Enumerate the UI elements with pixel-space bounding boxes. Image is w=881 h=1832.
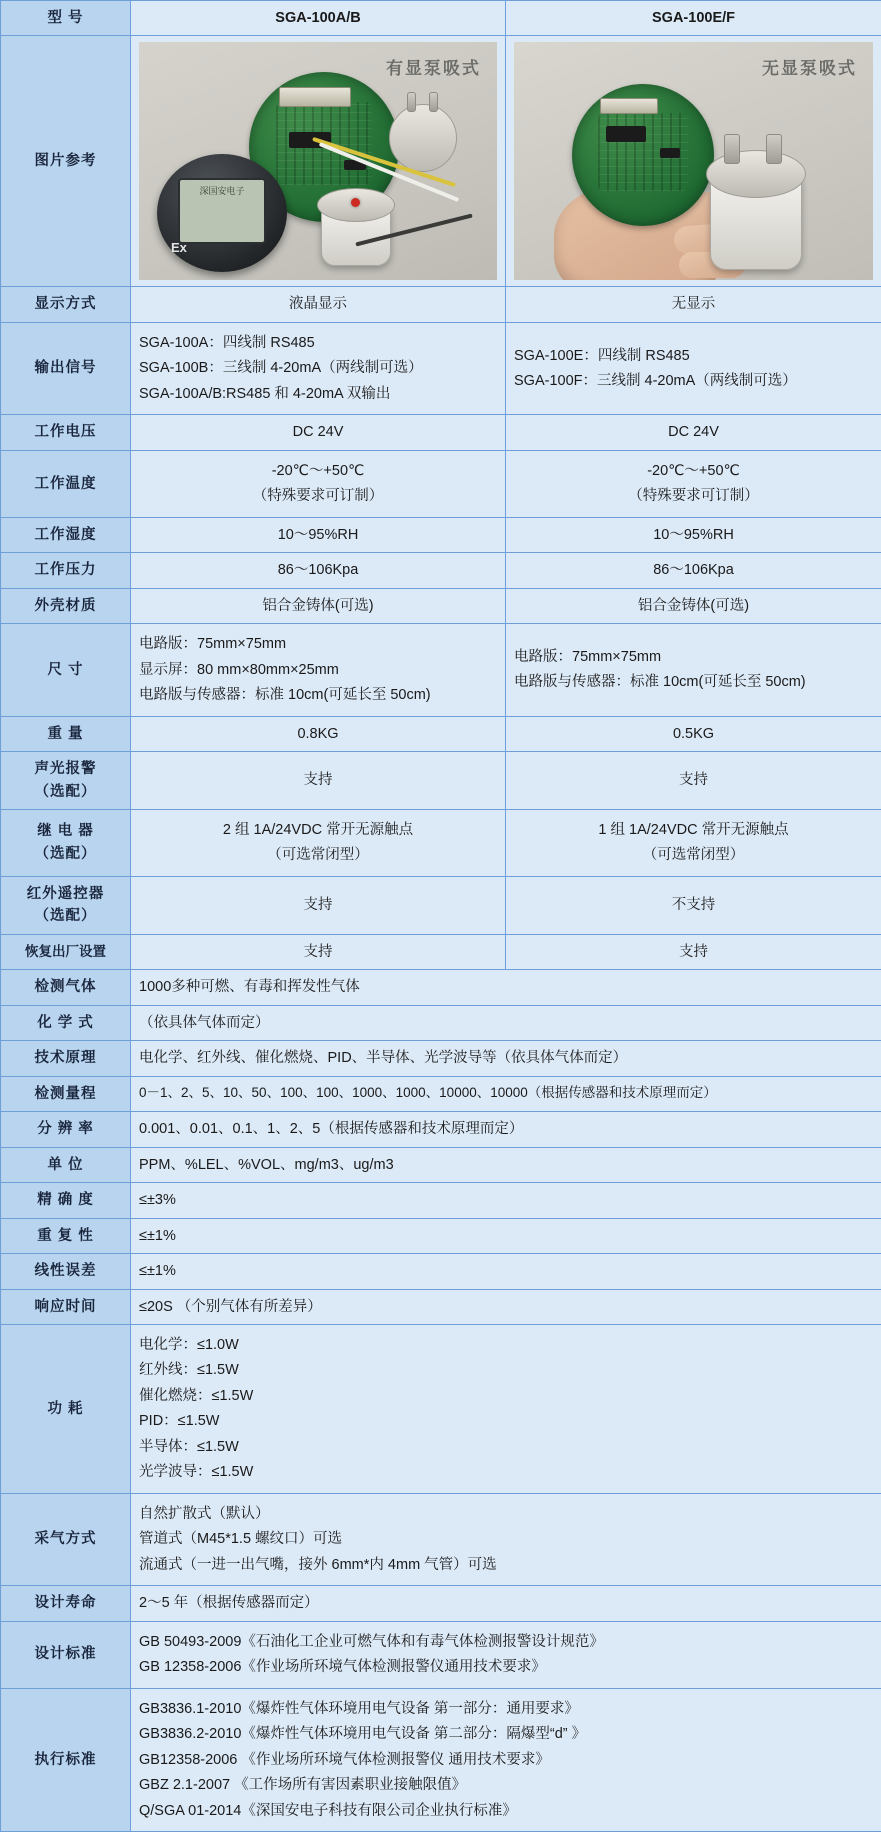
range-value: 0－1、2、5、10、50、100、100、1000、1000、10000、10000（根据传感器和技术原理而定） [131,1076,881,1111]
factory-reset-col1: 支持 [131,934,506,969]
table-row-sampling-method [1,1493,881,1585]
lcd-text-line1: 深国安电子 [180,186,264,200]
repeatability-value: ≤±1% [131,1218,881,1253]
product-photo-ef [514,42,873,280]
design-standard-value [131,1621,881,1688]
model-col1-header: SGA-100A/B [131,1,506,36]
sampling-method-line2: 管道式（M45*1.5 螺纹口）可选 [139,1528,873,1550]
row-label-ir-remote-sub: （选配） [9,905,122,927]
connector-pin2-icon [429,92,438,112]
row-label-shell-material: 外壳材质 [1,588,131,623]
row-label-detect-gas: 检测气体 [1,970,131,1005]
execution-standard-line3: GB12358-2006 《作业场所环境气体检测报警仪 通用技术要求》 [139,1749,873,1771]
row-label-output-signal: 输出信号 [1,322,131,414]
dimensions-col1-line1: 电路版：75mm×75mm [139,633,497,655]
photo-caption-ef: 无显泵吸式 [762,56,857,82]
temperature-col2 [506,450,881,517]
power-value [131,1325,881,1494]
humidity-col2: 10～95%RH [506,517,881,552]
output-signal-col1 [131,322,506,414]
table-row-chemical-formula [1,1005,881,1040]
humidity-col1: 10～95%RH [131,517,506,552]
row-label-linearity-error: 线性误差 [1,1254,131,1289]
photo-cell-ab [131,36,506,287]
photo-cell-ef [506,36,881,287]
output-signal-col2-line1: SGA-100E：四线制 RS485 [514,345,873,367]
table-row-linearity-error [1,1254,881,1289]
execution-standard-line5: Q/SGA 01-2014《深国安电子科技有限公司企业执行标准》 [139,1800,873,1822]
output-signal-col1-line2: SGA-100B：三线制 4-20mA（两线制可选） [139,357,497,379]
row-label-unit: 单 位 [1,1147,131,1182]
row-label-accuracy: 精 确 度 [1,1183,131,1218]
row-label-resolution: 分 辨 率 [1,1112,131,1147]
table-row-dimensions [1,624,881,716]
pcb-terminal-ef-icon [600,98,658,114]
row-label-ir-remote-main: 红外遥控器 [27,886,105,902]
execution-standard-line2: GB3836.2-2010《爆炸性气体环境用电气设备 第二部分：隔爆型“d” 》 [139,1723,873,1745]
power-line4: PID：≤1.5W [139,1410,873,1432]
temperature-col2-line1: -20℃～+50℃ [514,460,873,482]
product-photo-ab [139,42,497,280]
table-row-range [1,1076,881,1111]
relay-col2 [506,809,881,876]
relay-col1-line2: （可选常闭型） [139,844,497,866]
response-time-value: ≤20S （个别气体有所差异） [131,1289,881,1324]
alarm-col1: 支持 [131,752,506,810]
row-label-power: 功 耗 [1,1325,131,1494]
row-label-alarm-sub: （选配） [9,781,122,803]
table-row-weight [1,716,881,751]
table-row-relay [1,809,881,876]
table-row-humidity [1,517,881,552]
alarm-col2: 支持 [506,752,881,810]
table-row-unit [1,1147,881,1182]
power-line6: 光学波导：≤1.5W [139,1461,873,1483]
photo-caption-ab: 有显泵吸式 [386,56,481,82]
temperature-col1-line1: -20℃～+50℃ [139,460,497,482]
sampling-method-line1: 自然扩散式（默认） [139,1503,873,1525]
table-row-output-signal [1,322,881,414]
pcb-chip-ef-small-icon [660,148,680,158]
shell-material-col1: 铝合金铸体(可选) [131,588,506,623]
row-label-relay-main: 继 电 器 [37,823,94,839]
row-label-temperature: 工作温度 [1,450,131,517]
pump-outlet-nozzle-icon [766,134,782,164]
row-label-model: 型 号 [1,1,131,36]
row-label-chemical-formula: 化 学 式 [1,1005,131,1040]
relay-col1-line1: 2 组 1A/24VDC 常开无源触点 [139,819,497,841]
pcb-terminal-block-icon [279,87,351,107]
table-row-shell-material [1,588,881,623]
row-label-tech-principle: 技术原理 [1,1041,131,1076]
table-row-detect-gas [1,970,881,1005]
table-row-design-standard [1,1621,881,1688]
output-signal-col1-line1: SGA-100A：四线制 RS485 [139,332,497,354]
dimensions-col1 [131,624,506,716]
chemical-formula-value: （依具体气体而定） [131,1005,881,1040]
table-row-model [1,1,881,36]
row-label-range: 检测量程 [1,1076,131,1111]
row-label-execution-standard: 执行标准 [1,1688,131,1831]
lcd-text-line2: Ex [171,238,187,258]
execution-standard-line1: GB3836.1-2010《爆炸性气体环境用电气设备 第一部分：通用要求》 [139,1698,873,1720]
power-line3: 催化燃烧：≤1.5W [139,1385,873,1407]
output-signal-col1-line3: SGA-100A/B:RS485 和 4-20mA 双输出 [139,383,497,405]
table-row-execution-standard [1,1688,881,1831]
weight-col1: 0.8KG [131,716,506,751]
row-label-design-life: 设计寿命 [1,1586,131,1621]
row-label-response-time: 响应时间 [1,1289,131,1324]
lcd-screen-icon [178,178,266,244]
unit-value: PPM、%LEL、%VOL、mg/m3、ug/m3 [131,1147,881,1182]
connector-cap-icon [389,104,457,172]
row-label-design-standard: 设计标准 [1,1621,131,1688]
factory-reset-col2: 支持 [506,934,881,969]
table-row-factory-reset [1,934,881,969]
row-label-display-mode: 显示方式 [1,287,131,322]
table-row-alarm [1,752,881,810]
table-row-power [1,1325,881,1494]
relay-col1 [131,809,506,876]
row-label-sampling-method: 采气方式 [1,1493,131,1585]
row-label-alarm-main: 声光报警 [35,761,97,777]
table-row-pressure [1,553,881,588]
design-standard-line2: GB 12358-2006《作业场所环境气体检测报警仪通用技术要求》 [139,1656,873,1678]
temperature-col1-line2: （特殊要求可订制） [139,485,497,507]
design-standard-line1: GB 50493-2009《石油化工企业可燃气体和有毒气体检测报警设计规范》 [139,1631,873,1653]
row-label-dimensions: 尺 寸 [1,624,131,716]
ir-remote-col2: 不支持 [506,876,881,934]
voltage-col1: DC 24V [131,415,506,450]
ir-remote-col1: 支持 [131,876,506,934]
output-signal-col2 [506,322,881,414]
table-row-display-mode [1,287,881,322]
table-row-design-life [1,1586,881,1621]
power-line1: 电化学：≤1.0W [139,1334,873,1356]
linearity-error-value: ≤±1% [131,1254,881,1289]
connector-pin-icon [407,92,416,112]
row-label-relay-sub: （选配） [9,843,122,865]
pcb-chip-ef-icon [606,126,646,142]
table-row-response-time [1,1289,881,1324]
row-label-pressure: 工作压力 [1,553,131,588]
row-label-ir-remote [1,876,131,934]
table-row-repeatability [1,1218,881,1253]
relay-col2-line1: 1 组 1A/24VDC 常开无源触点 [514,819,873,841]
dimensions-col1-line3: 电路版与传感器：标准 10cm(可延长至 50cm) [139,684,497,706]
row-label-humidity: 工作湿度 [1,517,131,552]
resolution-value: 0.001、0.01、0.1、1、2、5（根据传感器和技术原理而定） [131,1112,881,1147]
pump-inlet-nozzle-icon [724,134,740,164]
model-col2-header: SGA-100E/F [506,1,881,36]
lcd-display-head-icon [157,154,287,272]
design-life-value: 2～5 年（根据传感器而定） [131,1586,881,1621]
row-label-alarm [1,752,131,810]
table-row-resolution [1,1112,881,1147]
relay-col2-line2: （可选常闭型） [514,844,873,866]
row-label-relay [1,809,131,876]
dimensions-col2-line2: 电路版与传感器：标准 10cm(可延长至 50cm) [514,671,873,693]
temperature-col2-line2: （特殊要求可订制） [514,485,873,507]
row-label-factory-reset: 恢复出厂设置 [1,934,131,969]
tech-principle-value: 电化学、红外线、催化燃烧、PID、半导体、光学波导等（依具体气体而定） [131,1041,881,1076]
table-row-temperature [1,450,881,517]
table-row-ir-remote [1,876,881,934]
temperature-col1 [131,450,506,517]
display-mode-col2: 无显示 [506,287,881,322]
dimensions-col2-line1: 电路版：75mm×75mm [514,646,873,668]
power-line2: 红外线：≤1.5W [139,1359,873,1381]
dimensions-col1-line2: 显示屏：80 mm×80mm×25mm [139,659,497,681]
display-mode-col1: 液晶显示 [131,287,506,322]
execution-standard-value [131,1688,881,1831]
pressure-col1: 86～106Kpa [131,553,506,588]
table-row-accuracy [1,1183,881,1218]
row-label-voltage: 工作电压 [1,415,131,450]
detect-gas-value: 1000多种可燃、有毒和挥发性气体 [131,970,881,1005]
sampling-method-line3: 流通式（一进一出气嘴，接外 6mm*内 4mm 气管）可选 [139,1554,873,1576]
table-row-voltage [1,415,881,450]
weight-col2: 0.5KG [506,716,881,751]
table-row-tech-principle [1,1041,881,1076]
execution-standard-line4: GBZ 2.1-2007 《工作场所有害因素职业接触限值》 [139,1774,873,1796]
pressure-col2: 86～106Kpa [506,553,881,588]
voltage-col2: DC 24V [506,415,881,450]
power-line5: 半导体：≤1.5W [139,1436,873,1458]
row-label-repeatability: 重 复 性 [1,1218,131,1253]
sampling-method-value [131,1493,881,1585]
table-row-photo [1,36,881,287]
row-label-weight: 重 量 [1,716,131,751]
row-label-photo: 图片参考 [1,36,131,287]
accuracy-value: ≤±3% [131,1183,881,1218]
dimensions-col2 [506,624,881,716]
output-signal-col2-line2: SGA-100F：三线制 4-20mA（两线制可选） [514,370,873,392]
shell-material-col2: 铝合金铸体(可选) [506,588,881,623]
